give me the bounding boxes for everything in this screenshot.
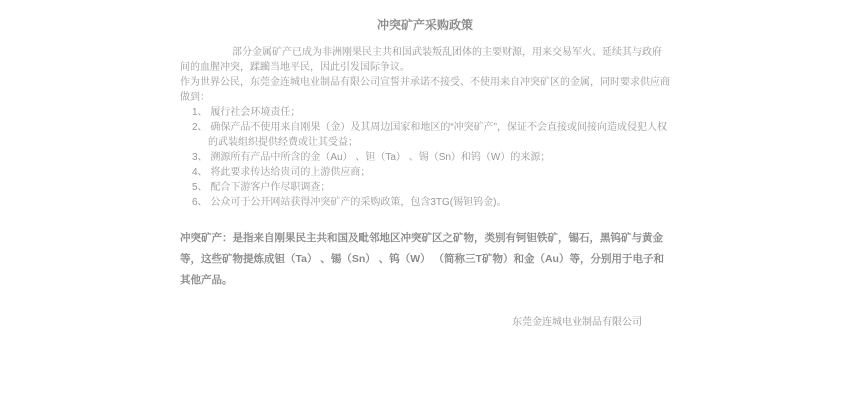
page-title: 冲突矿产采购政策: [376, 18, 473, 32]
requirement-item: 4、 将此要求传达给贵司的上游供应商；: [192, 167, 371, 178]
requirement-item: 5、 配合下游客户作尽职调查；: [192, 182, 331, 193]
requirement-item: 3、 溯源所有产品中所含的金（Au） 、钽（Ta） 、锡（Sn）和钨（W）的来源；: [192, 152, 551, 163]
pledge-paragraph: 作为世界公民，东莞金连城电业制品有限公司宣誓并承诺不接受、不使用来自冲突矿区的金属，同时要求供应商做到：: [180, 77, 670, 103]
requirement-item: 6、 公众可于公开网站获得冲突矿产的采购政策，包含3TG(锡钽钨金)。: [192, 197, 507, 208]
requirement-item: 1、 履行社会环境责任；: [192, 107, 301, 118]
definition-paragraph: 冲突矿产：是指来自刚果民主共和国及毗邻地区冲突矿区之矿物，类别有钶钽铁矿，锡石，黑钨矿与黄金等，这些矿物提炼成钽（Ta） 、锡（Sn） 、钨（W） （简称三T矿物）和金（Au）等，分别用于电子和其他产品。: [180, 232, 664, 286]
requirement-item: 2、 确保产品不使用来自刚果（金）及其周边国家和地区的“冲突矿产”，保证不会直接或间接向造成侵犯人权的武装组织提供经费或让其受益；: [192, 122, 667, 148]
company-signature: 东莞金连城电业制品有限公司: [512, 317, 642, 328]
requirements-list: [180, 105, 670, 210]
policy-document: [180, 0, 670, 330]
intro-paragraph: 部分金属矿产已成为非洲刚果民主共和国武装叛乱团体的主要财源，用来交易军火、延续其与政府间的血腥冲突，蹂躏当地平民，因此引发国际争议。: [180, 47, 662, 73]
